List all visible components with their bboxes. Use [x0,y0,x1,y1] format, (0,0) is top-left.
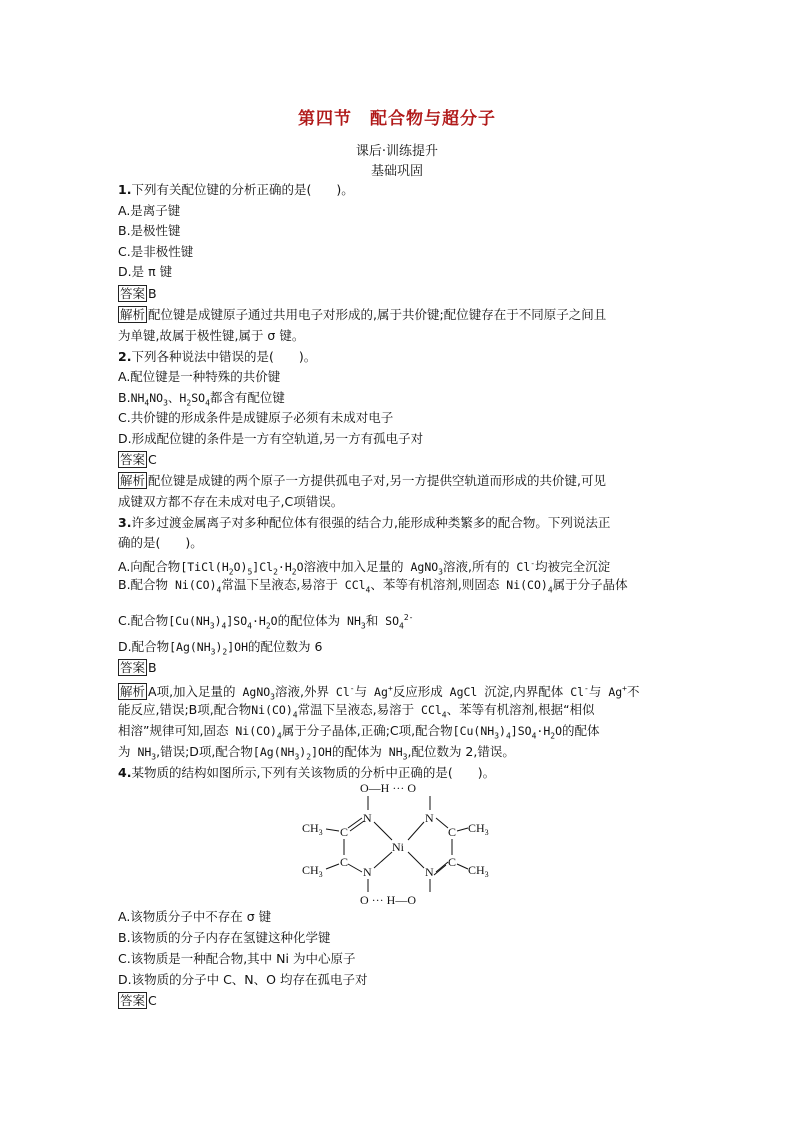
question-2-option-a: A.配位键是一种特殊的共价键 [118,369,281,384]
atom-n-top-right: N [425,811,434,825]
question-1-stem: 1.下列有关配位键的分析正确的是( )。 [118,182,354,197]
atom-c-top-left: C [340,825,349,839]
question-3-option-a: A.向配合物$[TiCl(H_2O)_5]Cl_2\cdot H_2O$溶液中加入足量的 AgNO$_3$溶液,所有的 Cl-均被完全沉淀 [118,558,611,577]
atom-n-bottom-left: N [363,865,372,879]
answer-tag: 答案 [120,286,146,301]
question-2-option-b: $B.NH_4NO_3$、$H_2SO_4$都含有配位键 [118,390,285,408]
question-3-analysis-line-2: 能反应,错误;B项,配合物$Ni(CO)_4$常温下呈液态,易溶于 CCl$_4$、苯等有机溶剂,根据“相似 [118,702,595,720]
methyl-top-left: $CH_3$ [302,821,323,837]
question-4-option-c: C.该物质是一种配合物,其中 Ni 为中心原子 [118,951,356,966]
question-1-option-c: C.是非极性键 [118,244,194,259]
question-2-stem: 2.下列各种说法中错误的是( )。 [118,349,317,364]
structure-bottom-row: O ··· H—O [360,893,416,907]
atom-c-bottom-right: C [448,855,457,869]
answer-tag: 答案 [120,452,146,467]
answer-tag: 答案 [120,660,146,675]
question-1-option-d: D.是 π 键 [118,264,173,279]
question-3-analysis: 解析 A项,加入足量的 AgNO$_3$溶液,外界 Cl-与 Ag+反应形成 AgCl 沉淀,内界配体 Cl-与 Ag+不 [120,683,640,702]
atom-n-bottom-right: N [425,865,434,879]
question-4-option-b: B.该物质的分子内存在氢键这种化学键 [118,930,331,945]
question-2-option-d: D.形成配位键的条件是一方有空轨道,另一方有孤电子对 [118,431,424,446]
question-3-option-b: B.配合物 $Ni(CO)_4$常温下呈液态,易溶于 CCl$_4$、苯等有机溶剂,则固态 $Ni(CO)_4$属于分子晶体 [118,577,628,595]
atom-c-top-right: C [448,825,457,839]
question-3-stem-cont: 确的是( )。 [118,535,203,550]
question-1-option-b: B.是极性键 [118,223,181,238]
question-1-option-a: A.是离子键 [118,203,181,218]
analysis-tag: 解析 [120,683,146,699]
methyl-top-right: $CH_3$ [468,821,489,837]
analysis-tag: 解析 [120,473,146,488]
question-4-stem: 4.某物质的结构如图所示,下列有关该物质的分析中正确的是( )。 [118,765,496,780]
section-heading: 基础巩固 [370,164,423,179]
question-3-analysis-line-4: 为 $NH_3$,错误;D项,配合物$[Ag(NH_3)_2]OH$的配体为 $NH_3$,配位数为 2,错误。 [118,744,515,762]
question-1-analysis: 解析 配位键是成键原子通过共用电子对形成的,属于共价键;配位键存在于不同原子之间且 [120,307,607,322]
question-4-option-a: A.该物质分子中不存在 σ 键 [118,909,272,924]
question-2-option-c: C.共价键的形成条件是成键原子必须有未成对电子 [118,410,394,425]
question-2-analysis-cont: 成键双方都不存在未成对电子,C项错误。 [118,494,344,509]
atom-n-top-left: N [363,811,372,825]
answer-tag: 答案 [120,993,146,1008]
question-1-analysis-cont: 为单键,故属于极性键,属于 σ 键。 [118,328,305,343]
question-2-answer: 答案 C [120,452,157,467]
question-3-analysis-line-3: 相溶”规律可知,固态 $Ni(CO)_4$属于分子晶体,正确;C项,配合物$[Cu(NH_3)_4]SO_4\cdot H_2O$的配体 [118,723,600,741]
question-2-analysis: 解析 配位键是成键的两个原子一方提供孤电子对,另一方提供空轨道而形成的共价键,可见 [120,473,606,488]
atom-c-bottom-left: C [340,855,349,869]
question-3-stem: 3.许多过渡金属离子对多种配位体有很强的结合力,能形成种类繁多的配合物。下列说法正 [118,515,611,530]
question-1-answer: 答案 B [120,286,157,301]
methyl-bottom-left: $CH_3$ [302,863,323,879]
subtitle: 课后·训练提升 [355,144,439,159]
structure-top-row: O—H ··· O [360,781,416,795]
question-4-option-d: D.该物质的分子中 C、N、O 均存在孤电子对 [118,972,368,987]
question-3-option-d: D.配合物$[Ag(NH_3)_2]OH$的配位数为 6 [118,639,323,657]
page-title: 第四节 配合物与超分子 [298,109,496,129]
methyl-bottom-right: $CH_3$ [468,863,489,879]
nickel-dimethylglyoxime-structure [296,776,516,912]
atom-ni: Ni [392,840,404,854]
question-3-answer: 答案 B [120,660,157,675]
question-4-answer: 答案 C [120,993,157,1008]
question-3-option-c: C.配合物$[Cu(NH_3)_4]SO_4\cdot H_2O$的配位体为 $NH_3$和 $SO_4^{2-}$ [118,612,414,631]
analysis-tag: 解析 [120,307,146,322]
